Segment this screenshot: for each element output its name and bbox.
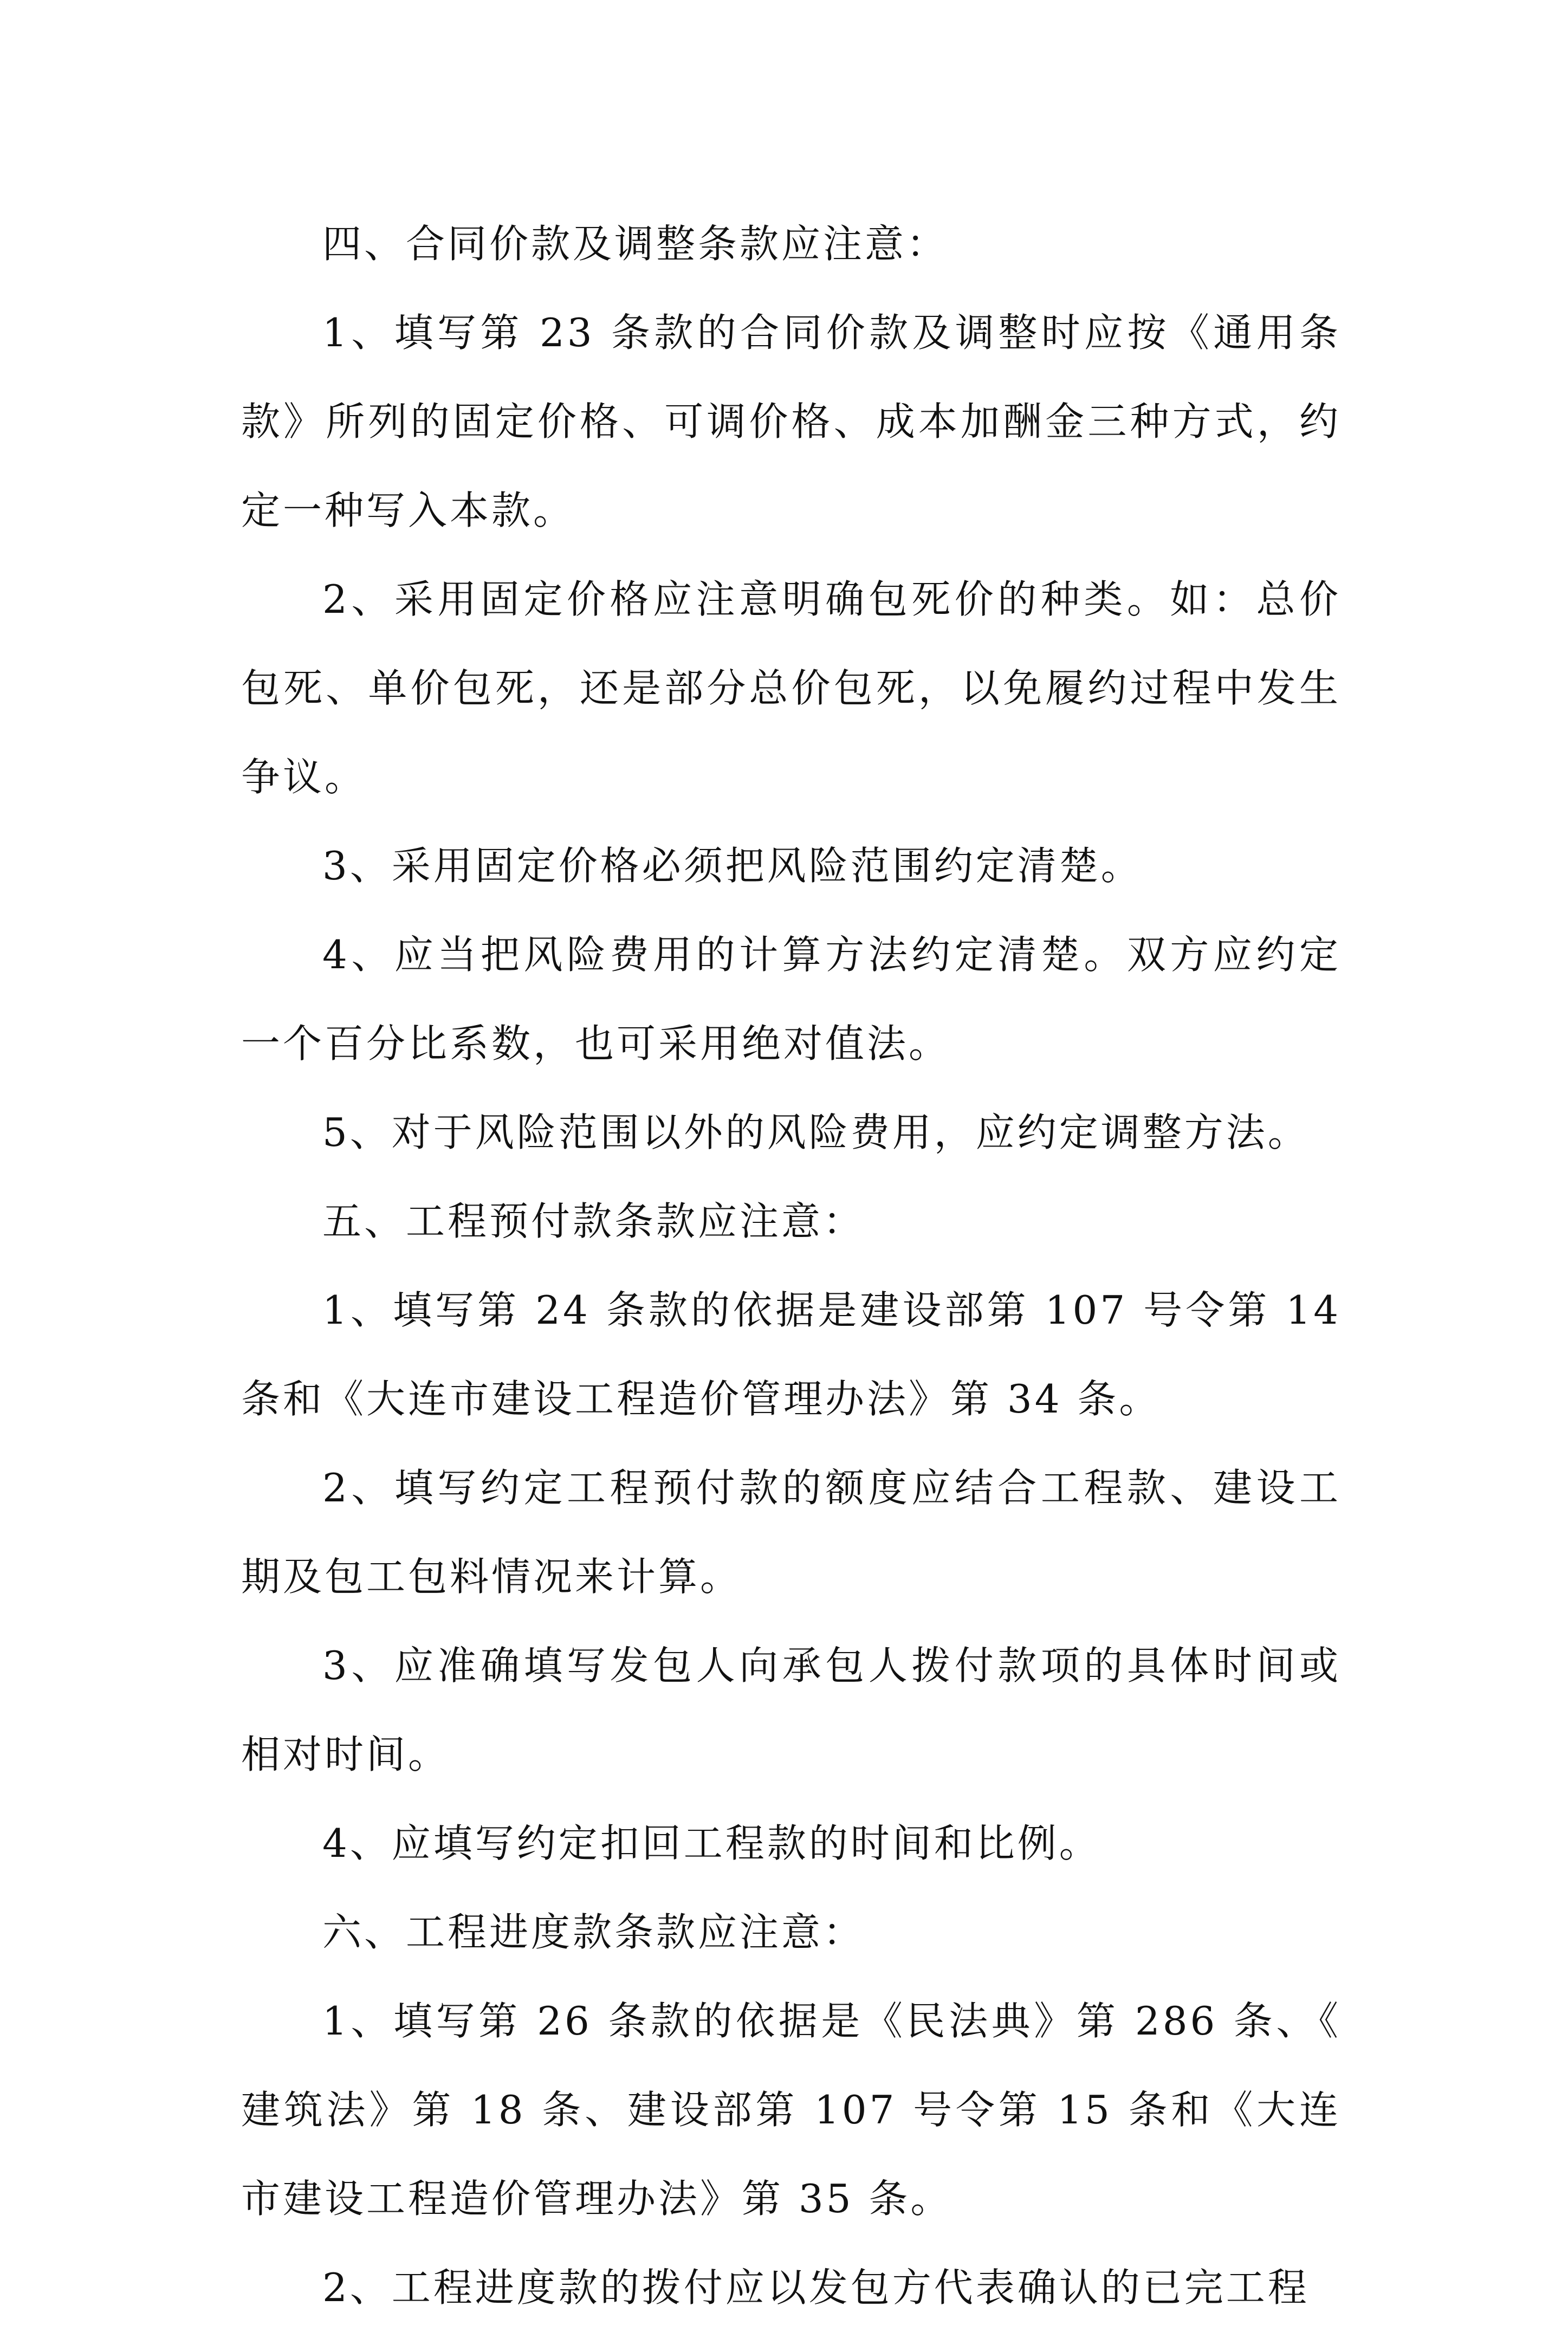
section-heading-contract-price: 四、合同价款及调整条款应注意： xyxy=(322,221,949,267)
section-heading-advance-payment: 五、工程预付款条款应注意： xyxy=(322,1199,865,1244)
paragraph: 4、应填写约定扣回工程款的时间和比例。 xyxy=(322,1821,1101,1866)
document-body xyxy=(241,199,1341,2332)
paragraph: 5、对于风险范围以外的风险费用，应约定调整方法。 xyxy=(322,1110,1310,1155)
paragraph: 4、应当把风险费用的计算方法约定清楚。双方应约定一个百分比系数，也可采用绝对值法。 xyxy=(241,932,1341,1066)
paragraph: 1、填写第 23 条款的合同价款及调整时应按《通用条款》所列的固定价格、可调价格、成本加酬金三种方式，约定一种写入本款。 xyxy=(241,310,1341,533)
paragraph: 3、应准确填写发包人向承包人拨付款项的具体时间或相对时间。 xyxy=(241,1643,1341,1777)
paragraph: 2、采用固定价格应注意明确包死价的种类。如：总价包死、单价包死，还是部分总价包死，以免履约过程中发生争议。 xyxy=(241,576,1341,800)
paragraph: 3、采用固定价格必须把风险范围约定清楚。 xyxy=(322,843,1143,889)
section-heading-progress-payment: 六、工程进度款条款应注意： xyxy=(322,1909,865,1955)
paragraph: 1、填写第 26 条款的依据是《民法典》第 286 条、《建筑法》第 18 条、建设部第 107 号令第 15 条和《大连市建设工程造价管理办法》第 35 条。 xyxy=(241,1998,1341,2221)
paragraph: 1、填写第 24 条款的依据是建设部第 107 号令第 14 条和《大连市建设工程造价管理办法》第 34 条。 xyxy=(241,1287,1341,1422)
paragraph: 2、填写约定工程预付款的额度应结合工程款、建设工期及包工包料情况来计算。 xyxy=(241,1465,1341,1599)
paragraph: 2、工程进度款的拨付应以发包方代表确认的已完工程 xyxy=(322,2265,1310,2310)
